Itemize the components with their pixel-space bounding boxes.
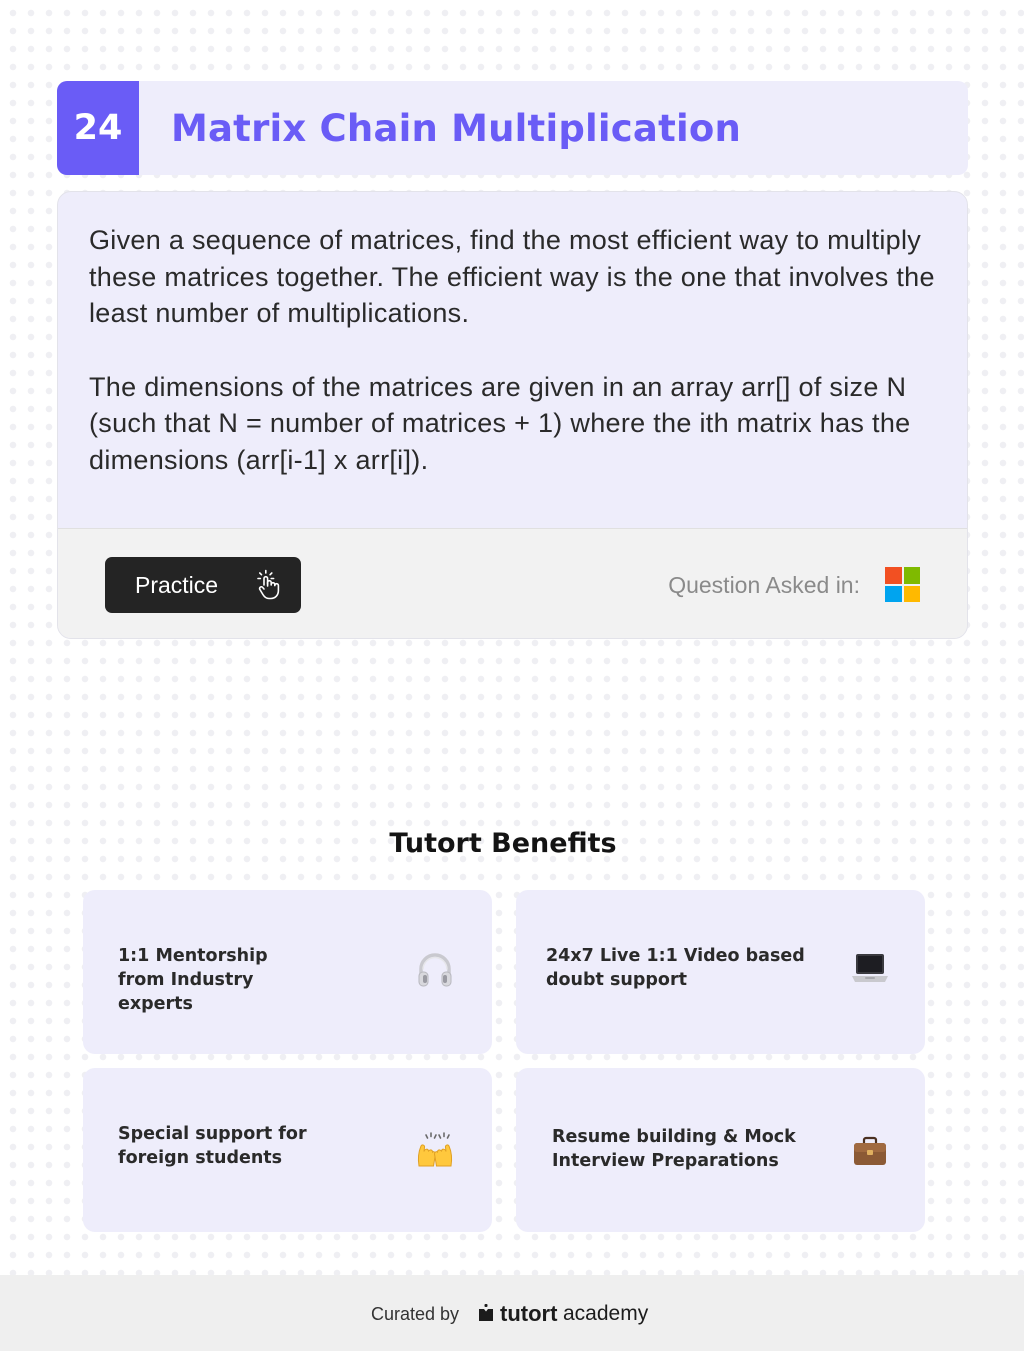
ms-red-square	[885, 567, 902, 584]
benefit-text: 1:1 Mentorship from Industry experts	[118, 946, 268, 1014]
benefit-card-doubt-support	[516, 890, 925, 1054]
practice-button-label: Practice	[135, 571, 219, 598]
curated-by-label: Curated by	[371, 1304, 460, 1324]
briefcase-icon	[850, 1132, 890, 1172]
brand-suffix: academy	[563, 1302, 649, 1325]
benefits-title: Tutort Benefits	[389, 828, 617, 859]
benefit-card-resume-interview	[516, 1068, 925, 1232]
benefit-card-foreign-support	[83, 1068, 492, 1232]
brand-name: tutort	[500, 1301, 558, 1326]
tutort-logo-icon	[478, 1304, 494, 1322]
question-card	[57, 191, 968, 639]
ms-yellow-square	[904, 586, 921, 603]
question-header	[57, 81, 968, 175]
question-asked-label: Question Asked in:	[668, 572, 860, 598]
microsoft-logo	[885, 567, 920, 602]
question-body	[58, 192, 967, 528]
footer	[0, 1275, 1024, 1351]
benefit-text: 24x7 Live 1:1 Video based doubt support	[546, 946, 805, 990]
ms-green-square	[904, 567, 921, 584]
question-paragraph-2: The dimensions of the matrices are given in an array arr[] of size N (such that N = number of matrices + 1) where the ith matrix has the dimensions (arr[i-1] x arr[i]).	[89, 371, 911, 475]
question-number: 24	[57, 81, 139, 175]
headphones-icon	[415, 950, 455, 990]
benefit-text: Resume building & Mock Interview Preparations	[552, 1127, 796, 1171]
question-paragraph-1: Given a sequence of matrices, find the most efficient way to multiply these matrices together. The efficient way is the one that involves the least number of multiplications.	[89, 225, 935, 328]
raising-hands-icon	[415, 1130, 455, 1170]
practice-button[interactable]	[105, 557, 301, 613]
tap-hand-icon	[255, 569, 281, 601]
question-title: Matrix Chain Multiplication	[171, 106, 742, 150]
laptop-icon	[850, 948, 890, 988]
benefit-text: Special support for foreign students	[118, 1124, 307, 1168]
benefit-card-mentorship	[83, 890, 492, 1054]
question-footer	[58, 528, 967, 639]
ms-blue-square	[885, 586, 902, 603]
